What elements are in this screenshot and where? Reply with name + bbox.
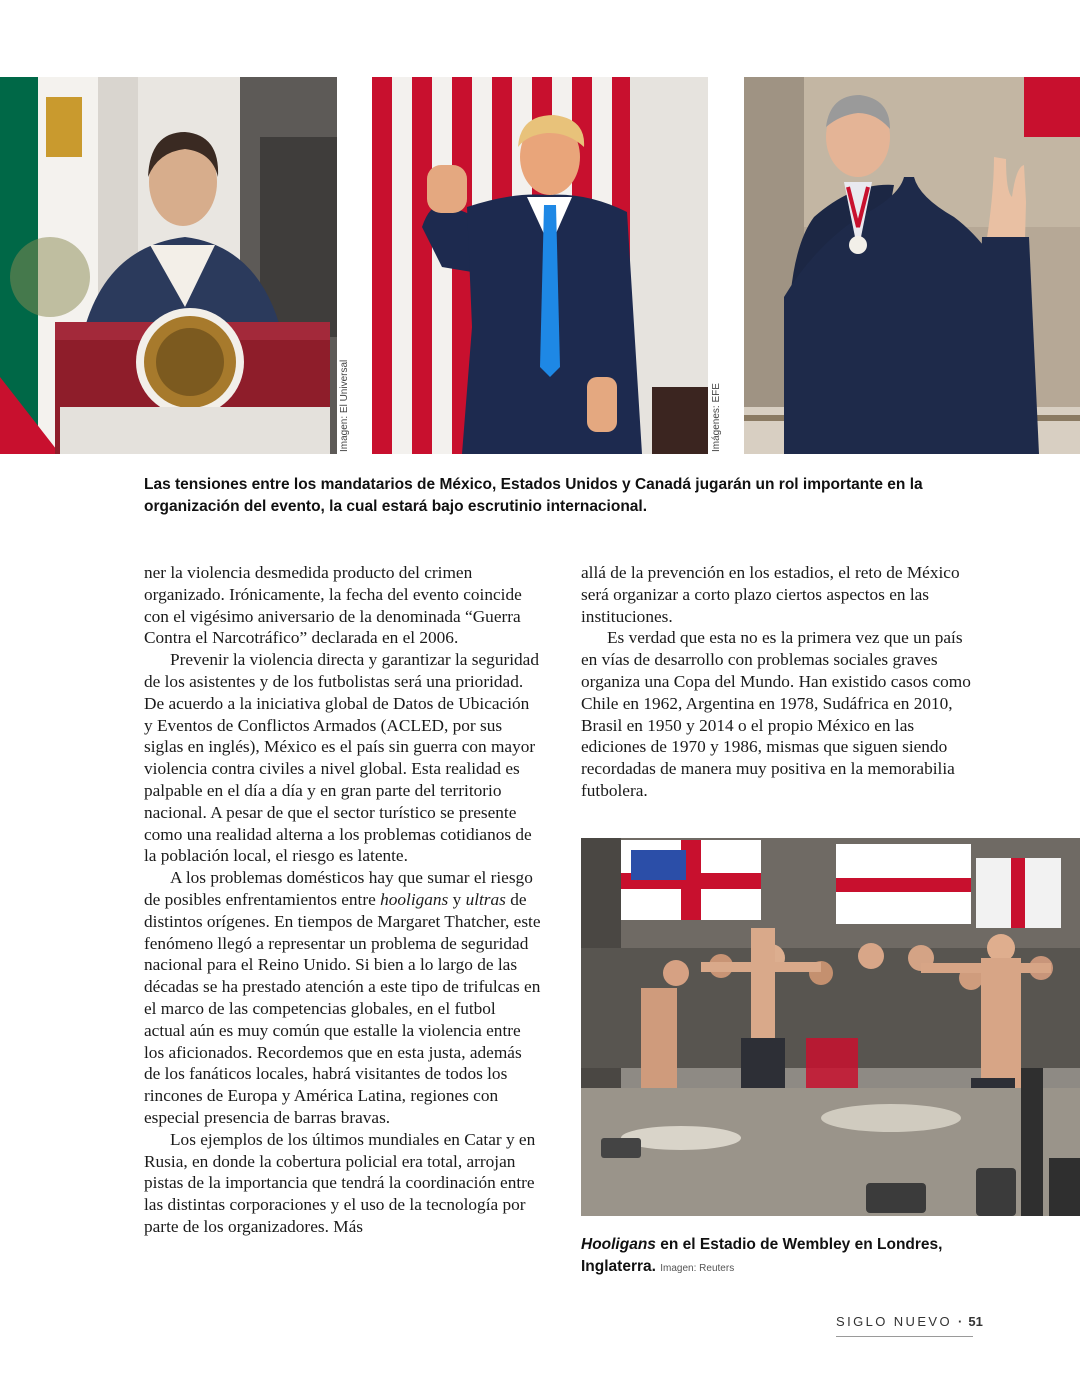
magazine-name: SIGLO NUEVO	[836, 1314, 952, 1329]
p3-hooligans: hooligans	[380, 889, 449, 909]
photo-hooligans	[581, 838, 1080, 1216]
left-paragraph-4: Los ejemplos de los últimos mundiales en Catar y en Rusia, en donde la cobertura policial era total, arrojan pistas de la importancia que tendrá la coordinación entre las distintas corporaciones y el uso de la tecnología por parte de los organizadores. Más	[144, 1129, 536, 1236]
p3-text-a: A los problemas domésticos hay que sumar el riesgo de posibles enfrentamientos entre	[144, 868, 533, 909]
caption-text: en el Estadio de Wembley en Londres, Inglaterra.	[581, 1236, 943, 1275]
p3-text-b: y	[448, 889, 466, 909]
photo-credit-el-universal: Imagen: El Universal	[339, 359, 350, 452]
left-paragraph-2: Prevenir la violencia directa y garantizar la seguridad de los asistentes y de los futbolistas será una prioridad. De acuerdo a la iniciativa global de Datos de Ubicación y Eventos de Conflictos Armados (ACLED, por sus siglas en inglés), México es el país sin guerra con mayor violencia contra civiles a nivel global. Esta realidad es palpable en el día a día y en gran parte del territorio nacional. A pesar de que el sector turístico se presente como una realidad alterna a los problemas cotidianos de la población local, el riesgo es latente.	[144, 650, 539, 866]
photo-carney	[744, 77, 1080, 454]
p3-text-c: de distintos orígenes. En tiempos de Margaret Thatcher, este fenómeno llegó a representar un problema de seguridad nacional para el Reino Unido. Si bien a lo largo de las décadas se ha prestado atención a este tipo de trifulcas en el marco de las competencias globales, en el futbol actual aún es muy común que estalle la violencia entre los aficionados. Recordemos que en esta justa, además de los fanáticos locales, habrá visitantes de todos los rincones de Europa y América Latina, regiones con especial presencia de barras bravas.	[144, 889, 541, 1127]
right-column	[581, 562, 979, 802]
photo-credit-reuters: Imagen: Reuters	[660, 1263, 735, 1274]
right-paragraph-1: allá de la prevención en los estadios, el reto de México será organizar a corto plazo ciertos aspectos en las instituciones.	[581, 563, 960, 626]
top-photo-caption: Las tensiones entre los mandatarios de México, Estados Unidos y Canadá jugarán un rol importante en la organización del evento, la cual estará bajo escrutinio internacional.	[144, 476, 923, 515]
left-column	[144, 562, 541, 1238]
page-footer	[836, 1314, 983, 1337]
footer-separator: ·	[958, 1314, 963, 1329]
photo-sheinbaum	[0, 77, 337, 454]
page-number: 51	[968, 1314, 983, 1329]
left-paragraph-1: ner la violencia desmedida producto del crimen organizado. Irónicamente, la fecha del evento coincide con el vigésimo aniversario de la denominada “Guerra Contra el Narcotráfico” declarada en el 2006.	[144, 563, 522, 648]
right-paragraph-2: Es verdad que esta no es la primera vez que un país en vías de desarrollo con problemas sociales graves organiza una Copa del Mundo. Han existido casos como Chile en 1962, Argentina en 1978, Sudáfrica en 2010, Brasil en 1950 y 2014 o el propio México en las ediciones de 1970 y 1986, mismas que siguen siendo recordadas de manera muy positiva en la memorabilia futbolera.	[581, 628, 971, 800]
caption-hooligans: Hooligans	[581, 1236, 656, 1253]
left-paragraph-3	[144, 867, 541, 1129]
p3-ultras: ultras	[465, 889, 506, 909]
photo-trump	[372, 77, 708, 454]
photo-credit-efe: Imágenes: EFE	[711, 383, 722, 452]
hooligans-caption	[581, 1234, 981, 1280]
